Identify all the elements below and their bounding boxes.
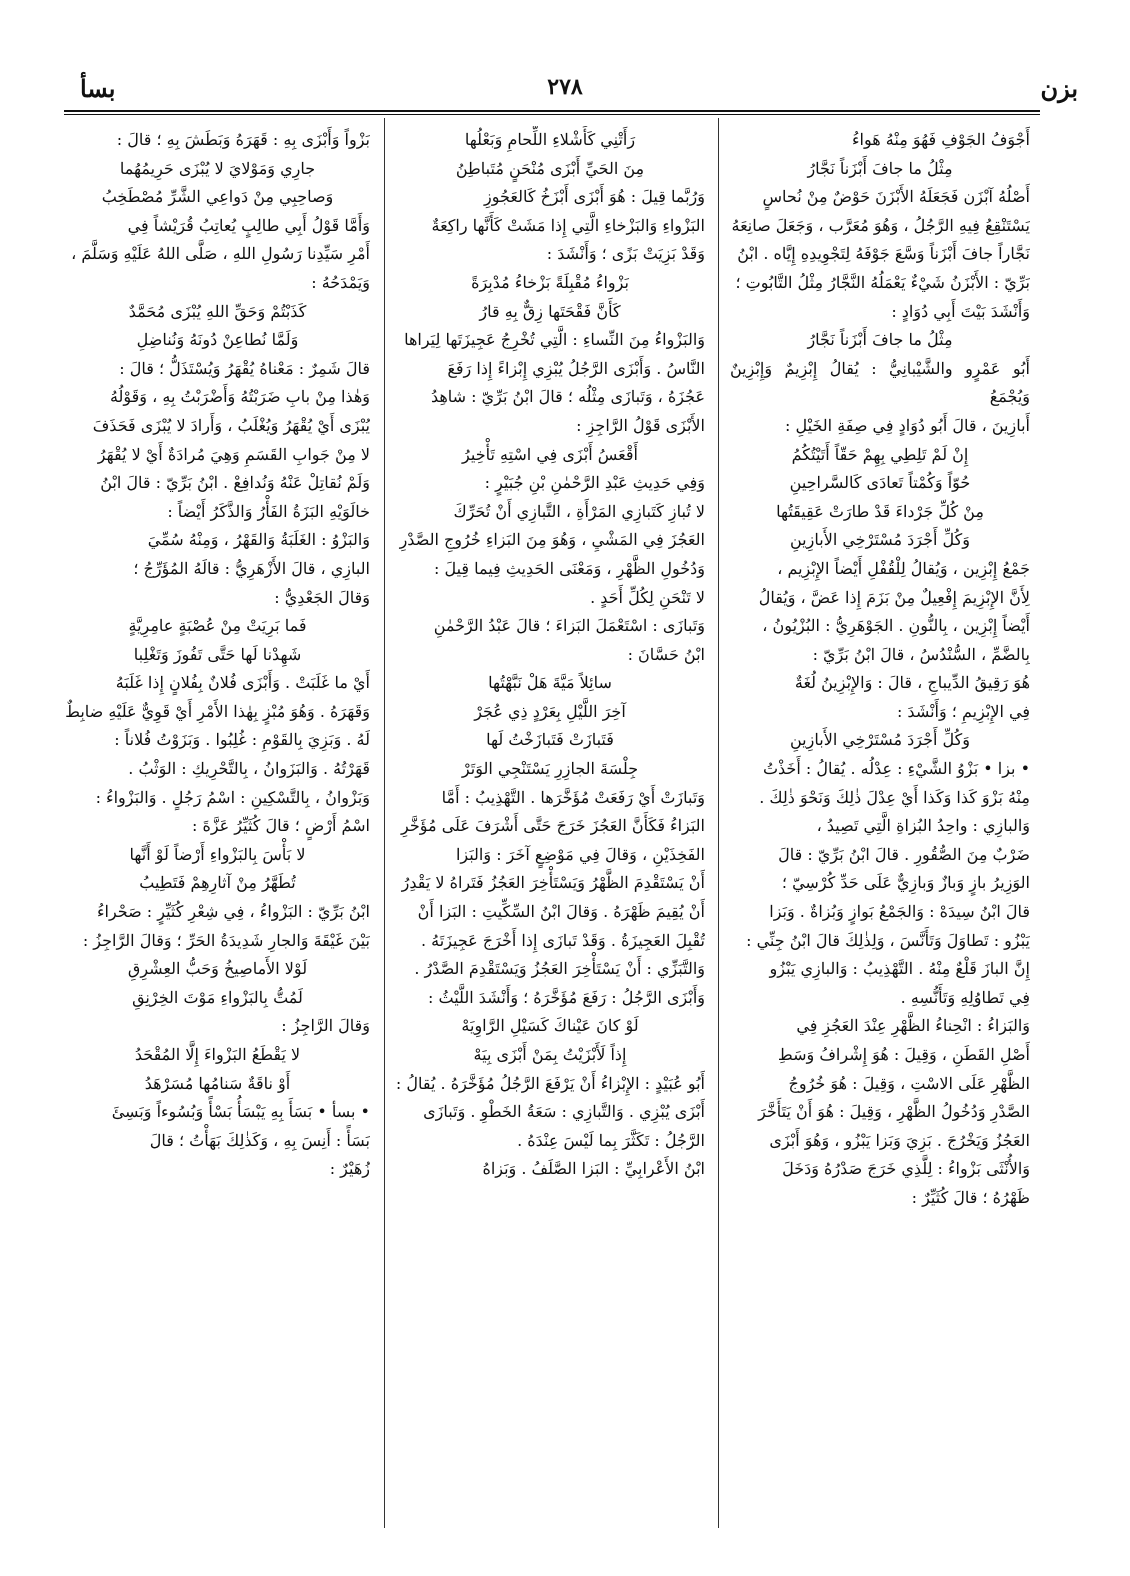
text-line: • بزا • بَزْوُ الشَّيْءِ : عِدْلُه . يُقالُ : أَخَذْتُ — [762, 759, 1030, 779]
text-line: قَهَرْتُهُ . وَالبَزَوانُ ، بِالتَّحْرِيكِ : الوَثْبُ . — [128, 759, 370, 779]
text-line: خالَوَيْهِ البَزَةُ الفَأْرُ وَالذَّكَرُ أَيْضاً : — [167, 501, 370, 521]
text-column-middle — [395, 126, 705, 1526]
text-line: بَزْواً وَأَبْزَى بِهِ : قَهَرَهُ وَبَطَشَ بِهِ ؛ قالَ : — [116, 130, 370, 149]
verse-line: فَتَبازَتْ فَتَبازَخْتُ لَها — [486, 730, 614, 750]
verse-line: لا يَقْطَعُ البَزْواءَ إِلَّا المُقْحَدُ — [134, 1045, 301, 1064]
text-line: أَبْزَى يُبْزِي . وَالتَّبازِي : سَعَةُ الخَطْوِ . وَتَبازَى — [423, 1102, 705, 1122]
text-line: لا تَنْحَنِ لِكُلِّ أَحَدٍ . — [590, 587, 705, 607]
header-rule-thin — [64, 114, 1040, 115]
text-line: وَتَبازَتْ أَيْ رَفَعَتْ مُؤَخَّرَها . التَّهْذِيبُ : أَمَّا — [441, 787, 705, 807]
text-line: بِالضَّمِّ ، السُّنْدُسُ ، قالَ ابْنُ بَرِّيّ : — [812, 644, 1030, 664]
text-line: النَّاسُ . وَأَبْزَى الرَّجُلُ يُبْزِي إِبْزاءً إِذا رَفَعَ — [447, 358, 705, 378]
text-line: أَيْضاً إِبْزِين ، بِالنُّونِ . الجَوْهَرِيُّ : البُزْيُونُ ، — [762, 616, 1030, 636]
text-line: وَبَزْوانُ ، بِالتَّسْكِينِ : اسْمُ رَجُلٍ . وَالبَزْواءُ : — [95, 787, 370, 807]
text-line: يَسْتَنْقِعُ فِيهِ الرَّجُلُ ، وَهُوَ مُعَرَّب ، وَجَعَلَ صانِعَهُ — [731, 215, 1030, 235]
text-line: أَبُو عُبَيْدٍ : الإِبْزاءُ أَنْ يَرْفَعَ الرَّجُلُ مُؤَخَّرَهُ . يُقالُ : — [395, 1073, 705, 1093]
text-line: الرَّجُلُ : تَكَثَّرَ بِما لَيْسَ عِنْدَهُ . — [517, 1130, 705, 1150]
text-line: البَزاءُ فَكَأَنَّ العَجُزَ خَرَجَ حَتَّى أَشْرَفَ عَلَى مُؤَخَّرِ — [401, 816, 705, 836]
text-line: الأَبْزَى قَوْلُ الرَّاجِزِ : — [576, 415, 705, 435]
text-line: أَمْرِ سَيِّدِنا رَسُولِ اللهِ ، صَلَّى اللهُ عَلَيْهِ وَسَلَّمَ ، — [71, 244, 370, 264]
text-line: وَقالَ الرَّاجِزُ : — [281, 1016, 370, 1036]
text-line: ظَهْرُهُ ؛ قالَ كُثَيِّرٌ : — [911, 1187, 1030, 1207]
text-line: وَتَبازَى : اسْتَعْمَلَ البَزاءَ ؛ قالَ عَبْدُ الرَّحْمٰنِ — [433, 616, 705, 636]
text-line: أَبازِينَ ، قالَ أَبُو دُوَادٍ فِي صِفَةِ الخَيْلِ : — [785, 415, 1030, 435]
running-head-left: بسأ — [80, 74, 116, 103]
text-line: لا مِنْ جَوابِ القَسَمِ وَهِيَ مُرادَةٌ أَيْ لا يُقْهَرُ — [97, 444, 370, 464]
text-line: وَهٰذا مِنْ بابِ ضَرَبْتُهُ وَأَضْرَبْتُ بِهِ ، وَقَوْلُهُ — [109, 387, 370, 407]
text-line: وَقَهَرَهُ . وَهُوَ مُبْزٍ بِهٰذا الأَمْرِ أَيْ قَوِيٌّ عَلَيْهِ ضابِطٌ — [65, 701, 370, 721]
verse-line: أَقْعَسُ أَبْزَى فِي اسْتِهِ تَأْخِيرُ — [462, 444, 638, 464]
text-line: وَرُبَّما قِيلَ : هُوَ أَبْزَى أَبْزَخُ كَالعَجُوزِ — [484, 187, 705, 207]
verse-line: مِثْلُ ما جافَ أَبْزَناً نَجَّارُ — [807, 158, 953, 178]
verse-line: مِثْلُ ما جافَ أَبْزَناً نَجَّارُ — [807, 330, 953, 350]
verse-line: لا بَأْسَ بِالبَزْواءِ أَرْضاً لَوْ أَنَّها — [129, 844, 306, 864]
text-line: أَنْ يُقِيمَ ظَهْرَهُ . وَقالَ ابْنُ السِّكِّيتِ : البَزا أَنْ — [417, 902, 705, 922]
text-line: أَجْوَفُ الجَوْفِ فَهُوَ مِنْهُ هَواءُ — [852, 130, 1030, 149]
text-line: اسْمُ أَرْضٍ ؛ قالَ كُثَيِّرُ عَزَّةَ : — [191, 816, 370, 836]
text-line: وَالبَزاءُ : انْحِناءُ الظَّهْرِ عِنْدَ العَجُزِ فِي — [796, 1016, 1030, 1036]
verse-line: وَكُلِّ أَجْرَدَ مُسْتَرْخِي الأَبازِينِ — [790, 530, 970, 550]
text-line: الفَخِذَيْنِ ، وَقالَ فِي مَوْضِعٍ آخَرَ : وَالبَزا — [455, 844, 705, 864]
text-line: لا تُبازِ كَتَبازِي المَرْأَةِ ، التَّبازِي أَنْ تُحَرِّكَ — [453, 501, 705, 521]
text-line: الظَّهْرِ عَلَى الاسْتِ ، وَقِيلَ : هُوَ خُرُوجُ — [788, 1073, 1030, 1093]
text-line: ضَرْبٌ مِنَ الصُّقُورِ . قالَ ابْنُ بَرِّيّ : قالَ — [778, 844, 1030, 864]
text-line: وَدُخُولِ الظَّهْرِ ، وَمَعْنَى الحَدِيثِ فِيما قِيلَ : — [433, 558, 705, 578]
text-line: وَالبَزْواءُ مِنَ النِّساءِ : الَّتِي تُخْرِجُ عَجِيزَتَها لِيَراها — [404, 330, 705, 350]
verse-line: مِنْ كُلِّ جَرْداءَ قَدْ طارَتْ عَقِيقَتُها — [776, 501, 984, 521]
text-line: البازِي ، قالَ الأَزْهَرِيُّ : قالَهُ المُؤَرِّجُ ؛ — [133, 558, 370, 578]
text-line: الوَزِيرُ بازٍ وَبازٌ وَبازِيٌّ عَلَى حَدِّ كُرْسِيّ ؛ — [781, 873, 1030, 893]
text-line: بَسَأً : أَنِسَ بِهِ ، وَكَذٰلِكَ بَهَأْتُ ؛ قالَ — [149, 1130, 370, 1150]
text-line: إِنَّ البازَ قَلْعٌ مِنْهُ . التَّهْذِيبُ : وَالبازِي يَبْزُو — [769, 959, 1030, 979]
text-line: أَيْ ما غَلَبَتْ . وَأَبْزَى فُلانٌ بِفُلانٍ إِذا غَلَبَهُ — [115, 673, 370, 693]
text-line: البَزْواءِ وَالبَزْخاءِ الَّتِي إِذا مَشَتْ كَأَنَّها راكِعَةٌ — [431, 215, 705, 235]
text-line: هُوَ رَقِيقُ الدِّيباجِ ، قالَ : وَالإِبْزِينُ لُغَةٌ — [794, 673, 1030, 693]
text-line: وَيَمْدَحُهُ : — [311, 272, 370, 292]
text-line: وَالتَّبَزِّي : أَنْ يَسْتَأْخِرَ العَجُزُ وَيَسْتَقْدِمَ الصَّدْرُ . — [414, 959, 705, 979]
text-line: وَأَنْشَدَ بَيْتَ أَبِي دُوَادٍ : — [891, 301, 1030, 321]
text-line: بَيْنَ غَيْقَةَ وَالجارِ شَدِيدَةُ الحَرِّ ؛ وَقالَ الرَّاجِزُ : — [82, 930, 370, 950]
verse-line: سائِلاً مَيَّةَ هَلْ نَبَّهْتُها — [488, 673, 612, 693]
text-line: نَجَّاراً جافَ أَبْزَناً وَسَّعَ جَوْفَهُ لِتَجْوِيدِهِ إِيَّاه . ابْنُ — [737, 244, 1030, 264]
text-line: ابْنُ حَسَّانَ : — [627, 644, 705, 664]
text-line: وَالأُنْثَى بَزْواءُ : لِلَّذِي خَرَجَ صَدْرُهُ وَدَخَلَ — [782, 1159, 1030, 1179]
text-line: أَصْلُهُ آبْزَن فَجَعَلَهُ الأَبْزَنَ حَوْضٌ مِنْ نُحاسٍ — [762, 187, 1030, 207]
verse-line: تُطَهَّرُ مِنْ آثارِهِمْ فَتَطِيبُ — [139, 873, 296, 893]
column-divider-right — [718, 118, 719, 1528]
verse-line: آخِرَ اللَّيْلِ بِعَرْدٍ ذِي عُجَرْ — [474, 701, 626, 721]
text-line: وَلَمْ نُقاتِلْ عَنْهُ وَنُدافِعْ . ابْنُ بَرِّيّ : قالَ ابْنُ — [100, 473, 370, 493]
text-line: أَصْلِ القَطَنِ ، وَقِيلَ : هُوَ إِشْرافُ وَسَطِ — [777, 1045, 1030, 1064]
text-line: وَفِي حَدِيثِ عَبْدِ الرَّحْمٰنِ بْنِ جُبَيْرٍ : — [484, 473, 705, 493]
verse-line: جارِي وَمَوْلايَ لا يُبْزَى حَرِيمُهُما — [119, 158, 316, 178]
verse-line: رَأَتْنِي كَأَشْلاءِ اللِّحامِ وَبَعْلُها — [464, 130, 636, 149]
text-line: يَبْزُو : تَطاوَلَ وَتَأَنَّسَ ، وَلِذٰلِكَ قالَ ابْنُ جِنِّي : — [746, 930, 1030, 950]
text-line: وَالبازِي : واحِدُ البُزاةِ الَّتِي تَصِيدُ ، — [816, 816, 1030, 836]
verse-line: فَما بَرِيَتْ مِنْ عُصْبَةٍ عامِرِيَّةٍ — [128, 616, 307, 636]
verse-line: حُوّاً وَكُمْتاً تَعادَى كَالسَّراحِينِ — [789, 473, 971, 493]
text-column-left — [65, 126, 370, 1526]
text-line: يُبْزَى أَيْ يُقْهَرُ وَيُغْلَبُ ، وَأَرادَ لا يُبْزَى فَحَذَفَ — [92, 415, 370, 435]
page-number: ٢٧٨ — [547, 74, 583, 100]
text-line: قالَ ابْنُ سِيدَهْ : وَالجَمْعُ بَوازٍ وَبُزاةٌ . وَبَزا — [769, 902, 1030, 922]
text-line: قالَ شَمِرٌ : مَعْناهُ يُقْهَرُ وَيُسْتَذَلُّ ؛ قالَ : — [119, 358, 370, 378]
text-line: وَأَبْزَى الرَّجُلُ : رَفَعَ مُؤَخَّرَهُ ؛ وَأَنْشَدَ اللَّيْثُ : — [428, 987, 705, 1007]
verse-line: وَصاحِبِي مِنْ دَواعِي الشَّرِّ مُصْطَخِبُ — [101, 187, 334, 207]
text-line: زُهَيْرٌ : — [329, 1159, 370, 1179]
verse-line: بَزْواءُ مُقْبِلَةً بَزْخاءُ مُدْبِرَةً — [471, 272, 629, 292]
text-line: وَقَدْ بَزِيَتْ بَزًى ؛ وَأَنْشَدَ : — [546, 244, 705, 264]
header-rule — [64, 110, 1040, 112]
verse-line: لَمُتُّ بِالبَزْواءِ مَوْتَ الخِرْنِقِ — [132, 987, 303, 1007]
text-line: وَقالَ الجَعْدِيُّ : — [274, 587, 370, 607]
text-line: مِنْهُ بَزْوَ كَذا وَكَذا أَيْ عِدْلَ ذٰلِكَ وَنَحْوَ ذٰلِكَ . — [759, 787, 1030, 807]
verse-line: إِذاً لَأَبْزَيْتُ بِمَنْ أَبْزَى بِيَهْ — [473, 1045, 627, 1064]
verse-line: وَلَمَّا نُطاعِنْ دُونَهُ وَنُناضِلِ — [136, 330, 299, 350]
text-line: عَجُزَهُ ، وَتَبازَى مِثْلُه ؛ قالَ ابْنُ بَرِّيّ : شاهِدُ — [430, 387, 705, 407]
verse-line: جِلْسَةَ الجازِرِ يَسْتَنْجِي الوَتَرْ — [461, 759, 639, 779]
text-line: لِأَنَّ الإِبْزِيمَ إِفْعِيلٌ مِنْ بَزَمَ إِذا عَضَّ ، وَيُقالُ — [758, 587, 1030, 607]
text-line: وَأَمَّا قَوْلُ أَبِي طالِبٍ يُعاتِبُ قُرَيْشاً فِي — [127, 215, 370, 235]
text-line: العَجُزُ وَيَخْرُجَ . بَزِيَ وَبَزا يَبْزُو ، وَهُوَ أَبْزَى — [769, 1130, 1030, 1150]
text-line: فِي تَطاوُلِهِ وَتَأَنُّسِهِ . — [900, 987, 1030, 1007]
text-line: فِي الإِبْزِيمِ ؛ وَأَنْشَدَ : — [896, 701, 1030, 721]
text-line: العَجُزَ فِي المَشْيِ ، وَهُوَ مِنَ البَزاءِ خُرُوجِ الصَّدْرِ — [399, 530, 705, 550]
verse-line: لَوْلا الأَماصِيخُ وَحَبُّ العِشْرِقِ — [127, 959, 308, 979]
text-line: • بسأ • بَسَأَ بِهِ يَبْسَأُ بَسْأً وَبُسُوءاً وَبَسِئَ — [111, 1102, 370, 1122]
verse-line: مِنَ الحَيِّ أَبْزَى مُنْحَنٍ مُتَباطِنُ — [455, 158, 645, 178]
verse-line: إِنْ لَمْ تَلِطِي بِهِمْ حَقّاً أَتَيْتُكُمُ — [791, 444, 969, 464]
text-line: ابْنُ بَرِّيّ : البَزْواءُ ، فِي شِعْرِ كُثَيِّرٍ : صَحْراءُ — [96, 902, 370, 922]
verse-line: كَذَبْتُمْ وَحَقِّ اللهِ يُبْزَى مُحَمَّدٌ — [128, 301, 307, 321]
text-line: تُقْبِلَ العَجِيزَةُ . وَقَدْ تَبازَى إِذا أَخْرَجَ عَجِيزَتَهُ . — [420, 930, 705, 950]
verse-line: شَهِدْنا لَها حَتَّى تَفُوزَ وَتَغْلِبا — [133, 644, 302, 664]
text-column-right — [730, 126, 1030, 1526]
text-line: أَبُو عَمْرٍو والشَّيْبانِيُّ : يُقالُ إِبْزِيمٌ وَإِبْزِينٌ وَيُجْمَعُ — [730, 358, 1030, 407]
running-head-right: بزن — [1040, 74, 1078, 103]
text-line: ابْنُ الأَعْرابِيِّ : البَزا الصَّلَفُ . وَبَزاهُ — [482, 1159, 705, 1179]
text-line: وَالبَزْوُ : الغَلَبَةُ وَالقَهْرُ ، وَمِنْهُ سُمِّيَ — [147, 530, 370, 550]
verse-line: أَوْ ناقَةٌ سَنامُها مُسَرْهَدُ — [144, 1073, 291, 1093]
text-line: بَرِّيّ : الأَبْزَنُ شَيْءٌ يَعْمَلُهُ النَّجَّارُ مِثْلُ التَّابُوتِ ؛ — [735, 272, 1030, 292]
text-line: الصَّدْرِ وَدُخُولُ الظَّهْرِ ، وَقِيلَ : هُوَ أَنْ يَتَأَخَّرَ — [758, 1102, 1030, 1122]
verse-line: كَأَنَّ فَقْحَتَها زِقٌّ بِهِ قارُ — [479, 301, 621, 321]
text-line: لَهُ . وَبَزِيَ بِالقَوْمِ : غُلِبُوا . وَبَزَوْتُ فُلاناً : — [114, 730, 370, 750]
verse-line: لَوْ كانَ عَيْناكَ كَسَيْلِ الرَّاوِيَهْ — [461, 1016, 639, 1036]
text-line: جَمْعُ إِبْزِين ، وَيُقالُ لِلْقُفْلِ أَيْضاً الإِبْزِيم ، — [777, 558, 1030, 578]
text-line: أَنْ يَسْتَقْدِمَ الظَّهْرُ وَيَسْتَأْخِرَ العَجُزُ فَتَراهُ لا يَقْدِرُ — [401, 873, 705, 893]
column-divider-left — [384, 118, 385, 1528]
verse-line: وَكُلِّ أَجْرَدَ مُسْتَرْخِي الأَبازِينِ — [790, 730, 970, 750]
